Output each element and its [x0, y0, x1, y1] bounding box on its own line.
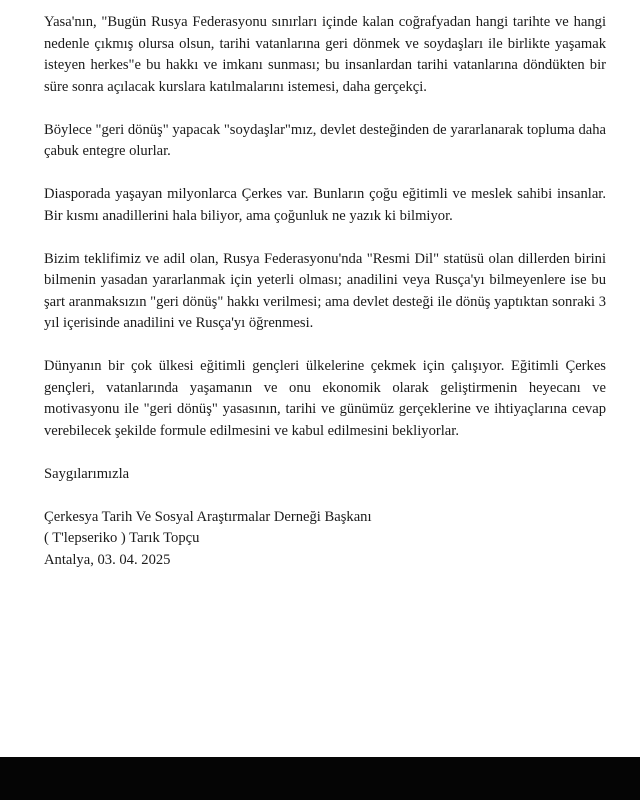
paragraph-3: Diasporada yaşayan milyonlarca Çerkes var. Bunların çoğu eğitimli ve meslek sahibi insanlar. Bir kısmı anadillerini hala biliyor, ama çoğunluk ne yazık ki bilmiyor. — [44, 186, 606, 224]
paragraph-5: Dünyanın bir çok ülkesi eğitimli gençleri ülkelerine çekmek için çalışıyor. Eğitimli Çerkes gençleri, vatanlarında yaşamanın ve onu ekonomik olarak geliştirmenin heyecanı ve motivasyonu ile "geri dönüş" yasasının, tarihi ve günümüz gerçeklerine ve ihtiyaçlarına cevap verebilecek şekilde formule edilmesini ve kabul edilmesini bekliyorlar. — [44, 358, 606, 439]
paragraph-4: Bizim teklifimiz ve adil olan, Rusya Federasyonu'nda "Resmi Dil" statüsü olan dillerden birini bilmenin yasadan yararlanmak için yeterli olması; anadilini veya Rusça'yı bilmeyenlere ise bu şart aranmaksızın "geri dönüş" hakkı verilmesi; ama devlet desteği ile dönüş yaptıktan sonraki 3 yıl içerisinde anadilini ve Rusça'yı öğrenmesi. — [44, 250, 606, 331]
letter-body — [44, 12, 606, 571]
signature-title: Çerkesya Tarih Ve Sosyal Araştırmalar Derneği Başkanı — [44, 508, 372, 525]
paragraph-1: Yasa'nın, "Bugün Rusya Federasyonu sınırları içinde kalan coğrafyadan hangi tarihte ve hangi nedenle çıkmış olursa olsun, tarihi vatanlarına geri dönmek ve soydaşları ile birlikte yaşamak isteyen herkes"e bu hakkı ve imkanı sunması; bu insanlardan tarihi vatanlarına döndükten bir süre sonra açılacak kurslara katılmalarını istemesi, daha gerçekçi. — [44, 14, 606, 95]
closing-salutation: Saygılarımızla — [44, 465, 130, 482]
signature-place-date: Antalya, 03. 04. 2025 — [44, 551, 171, 568]
paragraph-2: Böylece "geri dönüş" yapacak "soydaşlar"mız, devlet desteğinden de yararlanarak topluma daha çabuk entegre olurlar. — [44, 121, 606, 159]
signature-name: ( T'lepseriko ) Tarık Topçu — [44, 530, 200, 546]
bottom-black-band — [0, 757, 640, 800]
signature-block — [44, 507, 606, 572]
